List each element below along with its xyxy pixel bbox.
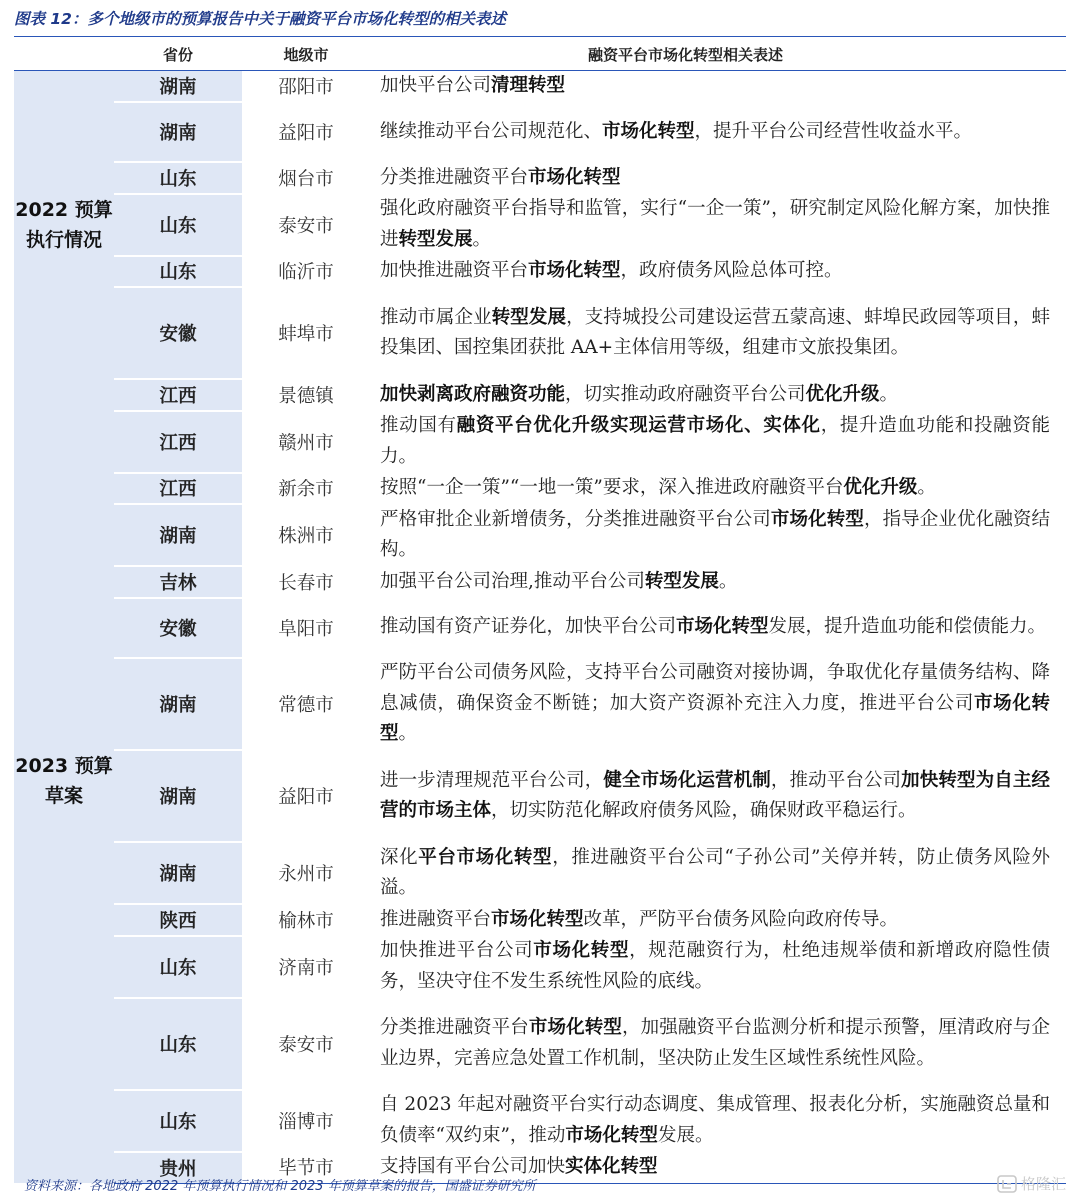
city-cell: 益阳市 <box>242 750 370 842</box>
province-cell: 安徽 <box>114 287 242 379</box>
province-cell: 湖南 <box>114 842 242 904</box>
city-cell: 株洲市 <box>242 504 370 566</box>
highlight-text: 市场化转型 <box>533 940 630 961</box>
city-cell: 景德镇 <box>242 379 370 411</box>
highlight-text: 市场化转型 <box>565 1124 658 1146</box>
description-text: 加快推进融资平台 <box>380 260 529 281</box>
table-row <box>14 658 1066 751</box>
highlight-text: 加快转型为自主经营的市场主体 <box>380 769 1050 821</box>
city-cell: 赣州市 <box>242 411 370 473</box>
province-cell: 安徽 <box>114 598 242 658</box>
table-row <box>14 598 1066 658</box>
description-text: ，指导企业优化融资结构。 <box>380 508 1050 560</box>
description-text: ，提升平台公司经营性收益水平。 <box>694 120 973 142</box>
title-rule <box>14 36 1066 37</box>
watermark <box>997 1173 1066 1194</box>
city-cell: 益阳市 <box>242 102 370 162</box>
highlight-text: 市场化转型 <box>528 1017 622 1038</box>
highlight-text: 实体化转型 <box>565 1156 658 1177</box>
city-cell: 烟台市 <box>242 162 370 194</box>
province-cell: 山东 <box>114 194 242 256</box>
description-cell <box>370 102 1066 162</box>
province-cell: 山东 <box>114 1090 242 1152</box>
description-cell <box>370 598 1066 658</box>
description-text: 推动国有资产证券化，加快平台公司 <box>380 616 677 638</box>
province-cell: 湖南 <box>114 750 242 842</box>
group-label: 2022 预算执行情况 <box>14 71 114 380</box>
highlight-text: 市场化转型 <box>380 692 1050 744</box>
highlight-text: 市场化转型 <box>602 120 695 142</box>
highlight-text: 加快剥离政府融资功能 <box>380 383 566 405</box>
province-cell: 山东 <box>114 936 242 998</box>
province-cell: 湖南 <box>114 504 242 566</box>
description-text: ，支持城投公司建设运营五蒙高速、蚌埠民政园等项目，蚌投集团、国控集团获批 AA+主体信用等级，组建市文旅投集团。 <box>380 306 1050 358</box>
header-city: 地级市 <box>242 38 370 71</box>
description-text: 加快推进平台公司 <box>380 940 534 961</box>
header-province: 省份 <box>114 38 242 71</box>
description-cell <box>370 750 1066 842</box>
description-text: 改革，严防平台债务风险向政府传导。 <box>583 908 899 930</box>
table-row <box>14 194 1066 256</box>
city-cell: 临沂市 <box>242 256 370 288</box>
description-cell <box>370 287 1066 379</box>
table-row <box>14 842 1066 904</box>
description-cell <box>370 504 1066 566</box>
description-text: 。 <box>472 228 492 250</box>
city-cell: 阜阳市 <box>242 598 370 658</box>
city-cell: 新余市 <box>242 473 370 505</box>
province-cell: 吉林 <box>114 566 242 598</box>
city-cell: 泰安市 <box>242 194 370 256</box>
source-note: 资料来源：各地政府 2022 年预算执行情况和 2023 年预算草案的报告，国盛证券研究所 <box>24 1179 536 1194</box>
table-row <box>14 566 1066 598</box>
city-cell: 常德市 <box>242 658 370 751</box>
description-text: 严格审批企业新增债务，分类推进融资平台公司 <box>380 508 771 530</box>
description-text: 推进融资平台 <box>380 908 492 930</box>
group-label: 2023 预算草案 <box>14 379 114 1183</box>
description-text: 强化政府融资平台指导和监管，实行“一企一策”，研究制定风险化解方案，加快推进 <box>380 198 1050 250</box>
description-text: 按照“一企一策”“一地一策”要求，深入推进政府融资平台 <box>380 477 844 498</box>
header-description: 融资平台市场化转型相关表述 <box>370 38 1066 71</box>
province-cell: 江西 <box>114 473 242 505</box>
description-cell <box>370 71 1066 103</box>
highlight-text: 转型发展 <box>644 570 719 592</box>
description-text: ，规范融资行为，杜绝违规举债和新增政府隐性债务，坚决守住不发生系统性风险的底线。 <box>380 940 1050 992</box>
table-row <box>14 162 1066 194</box>
description-text: 加强平台公司治理,推动平台公司 <box>380 570 645 592</box>
description-text: 自 2023 年起对融资平台实行动态调度、集成管理、报表化分析，实施融资总量和负债率“双约束”，推动 <box>380 1094 1050 1146</box>
description-cell <box>370 256 1066 288</box>
province-cell: 山东 <box>114 998 242 1090</box>
description-text: 。 <box>398 723 418 744</box>
description-cell <box>370 904 1066 936</box>
highlight-text: 清理转型 <box>491 75 566 96</box>
description-text: 发展，提升造血功能和偿债能力。 <box>768 616 1047 638</box>
city-cell: 永州市 <box>242 842 370 904</box>
table-header-row <box>14 38 1066 71</box>
table-row <box>14 1090 1066 1152</box>
table-row <box>14 256 1066 288</box>
description-text: 分类推进融资平台 <box>380 1017 529 1038</box>
description-cell <box>370 1090 1066 1152</box>
description-text: ，提升造血功能和投融资能力。 <box>380 415 1050 467</box>
description-text: 。 <box>718 570 738 592</box>
table-row <box>14 379 1066 411</box>
highlight-text: 健全市场化运营机制 <box>603 769 771 791</box>
city-cell: 蚌埠市 <box>242 287 370 379</box>
province-cell: 陕西 <box>114 904 242 936</box>
description-text: ，加强融资平台监测分析和提示预警，厘清政府与企业边界，完善应急处置工作机制，坚决防止发生区域性系统性风险。 <box>380 1017 1050 1069</box>
statements-table <box>14 38 1066 1184</box>
description-cell <box>370 658 1066 751</box>
description-text: 分类推进融资平台 <box>380 166 529 188</box>
description-text: 加快平台公司 <box>380 75 492 96</box>
description-text: 。 <box>917 477 936 498</box>
table-row <box>14 287 1066 379</box>
highlight-text: 市场化转型 <box>770 508 864 530</box>
table-row <box>14 473 1066 505</box>
watermark-logo-icon <box>997 1175 1017 1193</box>
description-cell <box>370 842 1066 904</box>
description-text: ，推动平台公司 <box>770 769 902 791</box>
highlight-text: 优化升级 <box>843 477 918 498</box>
province-cell: 湖南 <box>114 71 242 103</box>
description-text: 进一步清理规范平台公司， <box>380 769 604 791</box>
table-row <box>14 71 1066 103</box>
table-row <box>14 411 1066 473</box>
description-text: ，政府债务风险总体可控。 <box>620 260 843 281</box>
city-cell: 泰安市 <box>242 998 370 1090</box>
description-cell <box>370 411 1066 473</box>
table-row <box>14 504 1066 566</box>
description-text: 支持国有平台公司加快 <box>380 1156 566 1177</box>
description-text: 推动国有 <box>380 415 457 436</box>
highlight-text: 市场化转型 <box>528 166 621 188</box>
description-text: 发展。 <box>657 1124 714 1146</box>
highlight-text: 优化升级 <box>805 383 880 405</box>
province-cell: 贵州 <box>114 1152 242 1184</box>
figure-title: 图表 12：多个地级市的预算报告中关于融资平台市场化转型的相关表述 <box>14 10 506 28</box>
highlight-text: 平台市场化转型 <box>418 846 553 868</box>
description-text: 继续推动平台公司规范化、 <box>380 120 603 142</box>
description-cell <box>370 162 1066 194</box>
table-row <box>14 998 1066 1090</box>
highlight-text: 融资平台优化升级实现运营市场化、实体化 <box>456 415 821 436</box>
highlight-text: 转型发展 <box>491 306 567 328</box>
description-text: 推动市属企业 <box>380 306 492 328</box>
city-cell: 毕节市 <box>242 1152 370 1184</box>
description-text: 严防平台公司债务风险，支持平台公司融资对接协调，争取优化存量债务结构、降息减债，确保资金不断链；加大资产资源补充注入力度，推进平台公司 <box>380 662 1050 714</box>
description-text: 深化 <box>380 846 419 868</box>
description-text: ，切实推动政府融资平台公司 <box>565 383 806 405</box>
province-cell: 江西 <box>114 379 242 411</box>
highlight-text: 转型发展 <box>398 228 473 250</box>
description-cell <box>370 566 1066 598</box>
table-body <box>14 71 1066 1184</box>
description-text: ，切实防范化解政府债务风险，确保财政平稳运行。 <box>491 800 917 821</box>
city-cell: 邵阳市 <box>242 71 370 103</box>
header-group <box>14 38 114 71</box>
description-cell <box>370 998 1066 1090</box>
city-cell: 长春市 <box>242 566 370 598</box>
city-cell: 淄博市 <box>242 1090 370 1152</box>
table-row <box>14 750 1066 842</box>
province-cell: 山东 <box>114 162 242 194</box>
table-row <box>14 904 1066 936</box>
province-cell: 湖南 <box>114 658 242 751</box>
highlight-text: 市场化转型 <box>528 260 621 281</box>
description-cell <box>370 194 1066 256</box>
province-cell: 湖南 <box>114 102 242 162</box>
description-text: ，推进融资平台公司“子孙公司”关停并转，防止债务风险外溢。 <box>380 846 1050 898</box>
province-cell: 江西 <box>114 411 242 473</box>
description-cell <box>370 379 1066 411</box>
city-cell: 济南市 <box>242 936 370 998</box>
city-cell: 榆林市 <box>242 904 370 936</box>
highlight-text: 市场化转型 <box>491 908 584 930</box>
description-cell <box>370 473 1066 505</box>
table-row <box>14 936 1066 998</box>
description-cell <box>370 936 1066 998</box>
watermark-text: 格隆汇 <box>1020 1175 1066 1193</box>
description-text: 。 <box>879 383 899 405</box>
highlight-text: 市场化转型 <box>676 616 769 638</box>
province-cell: 山东 <box>114 256 242 288</box>
table-row <box>14 102 1066 162</box>
